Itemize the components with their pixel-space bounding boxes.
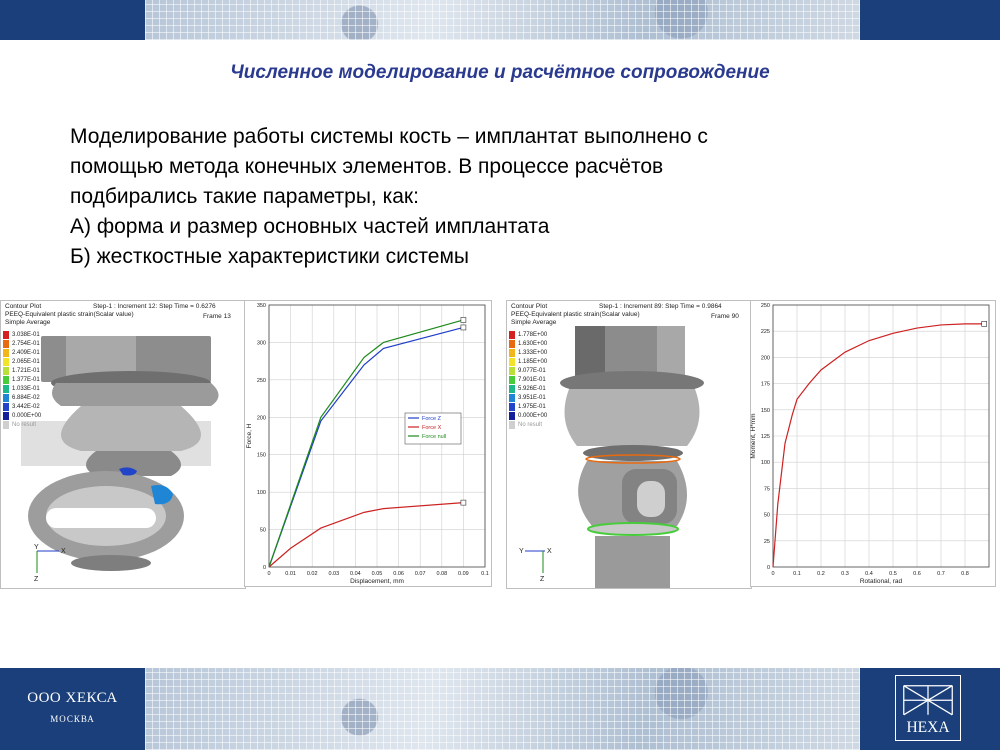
y-tick-label: 125 [760,434,770,440]
x-tick-label: 0.5 [889,571,897,577]
legend-value: 1.377E-01 [12,376,40,383]
legend-value: 3.038E-01 [12,331,40,338]
x-tick-label: 0.3 [841,571,849,577]
moment-rotation-chart [750,300,996,587]
plot-step-info: Step-1 : Increment 89: Step Time = 0.9864 [599,303,722,310]
legend-no-result: No result [12,421,37,428]
legend-swatch [3,376,9,384]
legend-swatch [3,367,9,375]
axis-y-label: Y [519,548,524,555]
series-line [269,503,463,567]
y-tick-label: 225 [760,329,770,336]
legend-entry: Force Z [422,416,441,422]
axis-x-label: X [547,548,552,555]
y-tick-label: 0 [766,565,770,571]
x-tick-label: 0.04 [350,571,361,577]
x-tick-label: 0.03 [328,571,340,577]
legend-swatch [509,367,515,375]
axis-y-label: Y [34,544,39,551]
top-banner-mesh-image [145,0,860,40]
top-banner [0,0,1000,40]
legend-value: 1.975E-01 [518,403,546,410]
legend-swatch [509,376,515,384]
x-tick-label: 0.02 [306,571,318,577]
y-tick-label: 100 [256,490,266,497]
legend-swatch [509,340,515,348]
series-end-marker [982,321,987,326]
legend-entry: Force X [422,425,442,431]
y-tick-label: 250 [256,377,266,384]
legend-swatch [509,394,515,402]
x-axis-label: Displacement, mm [350,578,404,585]
legend-swatch [3,385,9,393]
chart-1-svg [245,301,491,586]
y-tick-label: 200 [760,355,770,362]
plot-step-info: Step-1 : Increment 12: Step Time = 0.6276 [93,303,216,310]
x-tick-label: 0 [771,571,775,577]
y-axis-label: Moment, H*mm [750,413,757,459]
fea-contour-plot-2 [506,300,752,589]
axis-z-label: Z [34,576,39,583]
legend-value: 1.778E+00 [518,331,548,338]
series-line [269,327,463,567]
series-end-marker [461,317,466,322]
x-tick-label: 0.06 [393,571,404,577]
x-tick-label: 0.1 [481,571,489,577]
legend-swatch [3,331,9,339]
legend-value: 1.721E-01 [12,367,40,374]
legend-swatch [509,412,515,420]
company-city: МОСКВА [50,714,95,724]
legend-swatch [509,331,515,339]
legend-swatch [509,349,515,357]
plot-header: Contour Plot PEEQ-Equivalent plastic strain(Scalar value) Simple Average [511,303,640,326]
legend-swatch [509,403,515,411]
fea-contour-plot-1 [0,300,246,589]
plot-frame-info: Frame 13 [203,313,231,320]
x-tick-label: 0.1 [793,571,801,577]
legend-value: 1.630E+00 [518,340,548,347]
legend-swatch [3,412,9,420]
body-line: Моделирование работы системы кость – имплантат выполнено с [70,125,708,148]
legend-value: 1.333E+00 [518,349,548,356]
hexa-logo-icon [895,675,961,741]
y-tick-label: 150 [256,452,266,459]
axis-x-label: X [61,548,66,555]
x-tick-label: 0.7 [937,571,945,577]
y-tick-label: 25 [763,538,770,545]
company-name: ООО ХЕКСА [27,690,118,706]
body-line: подбирались такие параметры, как: [70,185,419,208]
y-tick-label: 50 [259,527,266,534]
x-tick-label: 0.01 [285,571,296,577]
slide-body [70,122,930,272]
legend-value: 0.000E+00 [518,412,548,419]
legend-value: 9.077E-01 [518,367,546,374]
bottom-banner [0,668,1000,750]
legend-swatch [3,340,9,348]
x-axis-label: Rotational, rad [859,578,903,585]
axis-triad-icon [515,543,559,583]
chart-2-svg [751,301,995,586]
y-tick-label: 300 [256,340,266,347]
legend-swatch [509,385,515,393]
x-tick-label: 0.6 [913,571,921,577]
legend-no-result: No result [518,421,543,428]
company-block [0,668,145,750]
x-tick-label: 0.2 [817,571,825,577]
x-tick-label: 0.4 [865,571,873,577]
legend-value: 6.884E-02 [12,394,40,401]
logo-text: HEXA [906,719,950,737]
y-tick-label: 100 [760,460,770,467]
legend-swatch [3,349,9,357]
series-end-marker [461,325,466,330]
legend-value: 1.185E+00 [518,358,548,365]
legend-value: 3.442E-02 [12,403,40,410]
force-displacement-chart [244,300,492,587]
y-axis-label: Force, H [246,423,253,449]
axis-triad-icon [29,543,73,583]
plot-header: Contour Plot PEEQ-Equivalent plastic strain(Scalar value) Simple Average [5,303,134,326]
legend-swatch [3,403,9,411]
legend-value: 1.033E-01 [12,385,40,392]
y-tick-label: 250 [760,303,770,309]
legend-swatch [509,358,515,366]
legend-value: 0.000E+00 [12,412,42,419]
top-banner-right-panel [860,0,1000,40]
legend-value: 5.926E-01 [518,385,546,392]
body-line: помощью метода конечных элементов. В процессе расчётов [70,155,664,178]
x-tick-label: 0.05 [371,571,383,577]
body-line: А) форма и размер основных частей имплантата [70,215,550,238]
y-tick-label: 50 [763,512,770,519]
legend-value: 2.754E-01 [12,340,40,347]
top-banner-left-panel [0,0,145,40]
y-tick-label: 150 [760,407,770,414]
plot-frame-info: Frame 90 [711,313,739,320]
axis-z-label: Z [540,576,545,583]
y-tick-label: 350 [256,303,266,309]
bottom-banner-mesh-image [145,668,860,750]
legend-value: 3.951E-01 [518,394,546,401]
x-tick-label: 0.08 [436,571,448,577]
x-tick-label: 0.09 [458,571,469,577]
legend-value: 2.409E-01 [12,349,40,356]
legend-value: 7.901E-01 [518,376,546,383]
color-legend [509,330,547,429]
y-tick-label: 175 [760,381,770,388]
slide-title: Численное моделирование и расчётное сопровождение [230,62,770,83]
body-line: Б) жесткостные характеристики системы [70,245,469,268]
x-tick-label: 0.8 [961,571,969,577]
legend-value: 2.065E-01 [12,358,40,365]
color-legend [3,330,41,429]
chart-legend [405,413,461,444]
series-line [773,324,984,567]
legend-swatch [3,358,9,366]
y-tick-label: 0 [262,565,266,571]
series-end-marker [461,500,466,505]
legend-swatch [3,394,9,402]
x-tick-label: 0 [267,571,271,577]
x-tick-label: 0.07 [414,571,426,577]
legend-entry: Force null [422,434,447,440]
y-tick-label: 200 [256,415,266,422]
y-tick-label: 75 [763,486,770,493]
